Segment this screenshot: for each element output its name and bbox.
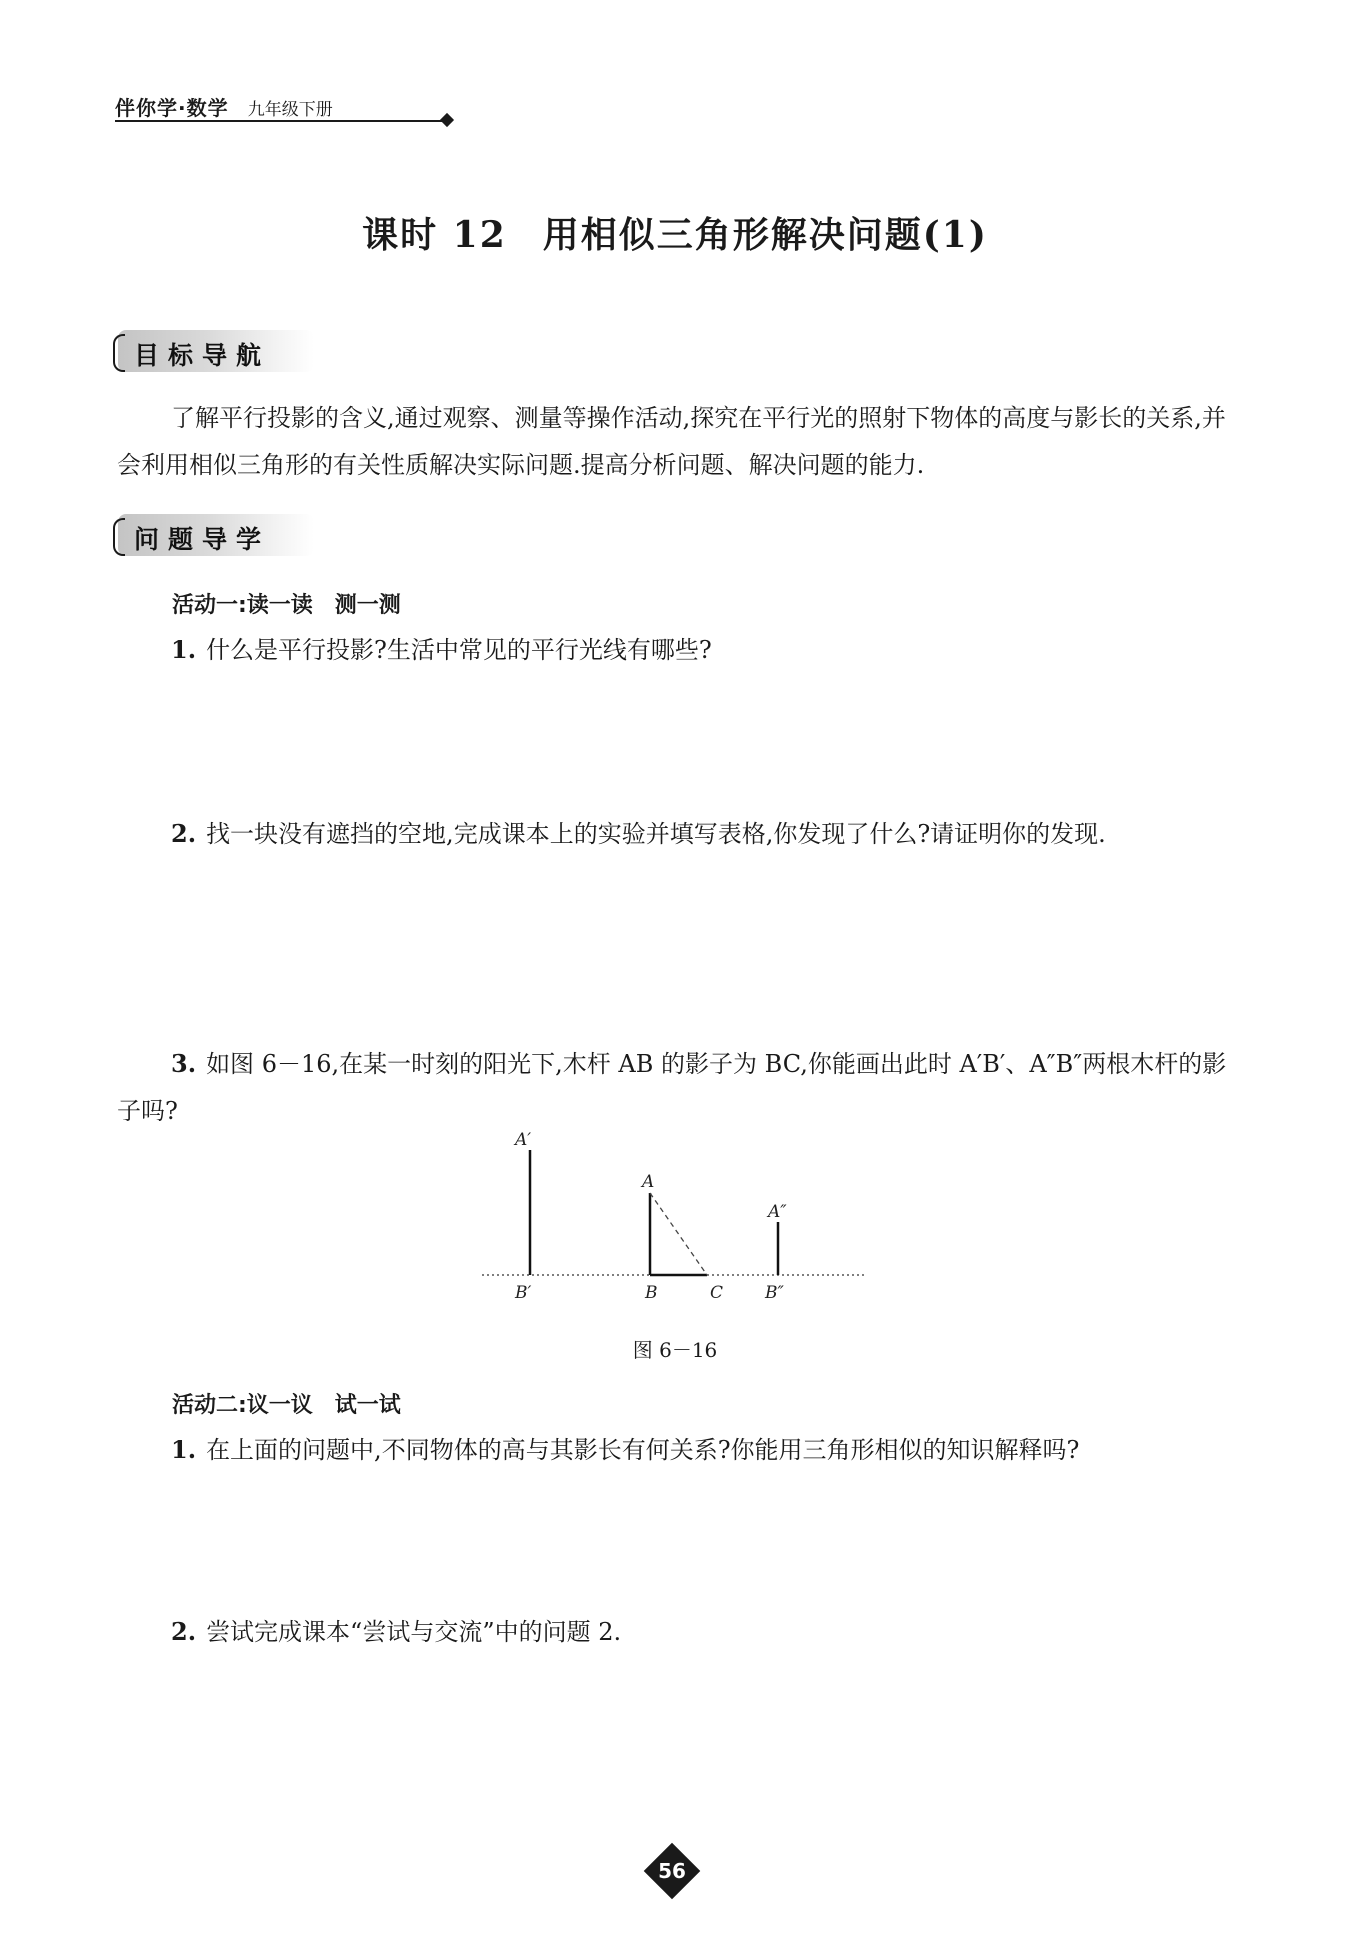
guide-tag-label: 问题导学 [134, 525, 271, 554]
grade-label: 九年级下册 [247, 100, 333, 120]
sun-ray [650, 1193, 707, 1275]
goals-tag [118, 330, 314, 372]
label-b1: B′ [515, 1283, 532, 1303]
running-header [115, 92, 333, 121]
lesson-title [0, 207, 1350, 258]
lesson-topic: 用相似三角形解决问题(1) [542, 214, 988, 256]
series-name: 伴你学·数学 [115, 96, 229, 120]
label-a1: A′ [515, 1130, 532, 1150]
header-rule [115, 120, 445, 122]
label-b2: B″ [765, 1283, 784, 1303]
question-number: 1. [171, 1435, 197, 1464]
goals-text: 了解平行投影的含义,通过观察、测量等操作活动,探究在平行光的照射下物体的高度与影长的关系,并会利用相似三角形的有关性质解决实际问题.提高分析问题、解决问题的能力. [117, 404, 1226, 479]
label-b: B [645, 1283, 658, 1303]
activity1-question-2 [117, 810, 1235, 858]
lesson-number: 课时 12 [362, 214, 507, 256]
label-c: C [710, 1283, 724, 1303]
question-text: 找一块没有遮挡的空地,完成课本上的实验并填写表格,你发现了什么?请证明你的发现. [206, 820, 1106, 848]
figure-caption: 图 6－16 [632, 1338, 718, 1362]
question-number: 1. [171, 635, 197, 664]
label-a: A [642, 1172, 655, 1192]
question-text: 在上面的问题中,不同物体的高与其影长有何关系?你能用三角形相似的知识解释吗? [206, 1436, 1080, 1464]
activity2-question-2 [117, 1608, 1235, 1656]
page-number: 56 [658, 1859, 686, 1883]
header-diamond-icon [440, 113, 454, 127]
activity1-question-3 [117, 1040, 1235, 1135]
question-number: 3. [171, 1049, 197, 1078]
question-text: 尝试完成课本“尝试与交流”中的问题 2. [206, 1618, 622, 1646]
activity1-question-1 [117, 626, 1235, 674]
guide-tag [118, 514, 314, 556]
question-number: 2. [171, 819, 197, 848]
question-number: 2. [171, 1617, 197, 1646]
goals-tag-label: 目标导航 [134, 341, 271, 370]
activity2-title: 活动二:议一议 试一试 [172, 1393, 401, 1418]
question-text: 如图 6－16,在某一时刻的阳光下,木杆 AB 的影子为 BC,你能画出此时 A′B′、A″B″两根木杆的影子吗? [117, 1050, 1227, 1125]
label-a2: A″ [768, 1202, 787, 1222]
activity2-question-1 [117, 1426, 1235, 1474]
activity1-title: 活动一:读一读 测一测 [172, 593, 401, 618]
figure-6-16 [480, 1125, 870, 1310]
question-text: 什么是平行投影?生活中常见的平行光线有哪些? [206, 636, 712, 664]
